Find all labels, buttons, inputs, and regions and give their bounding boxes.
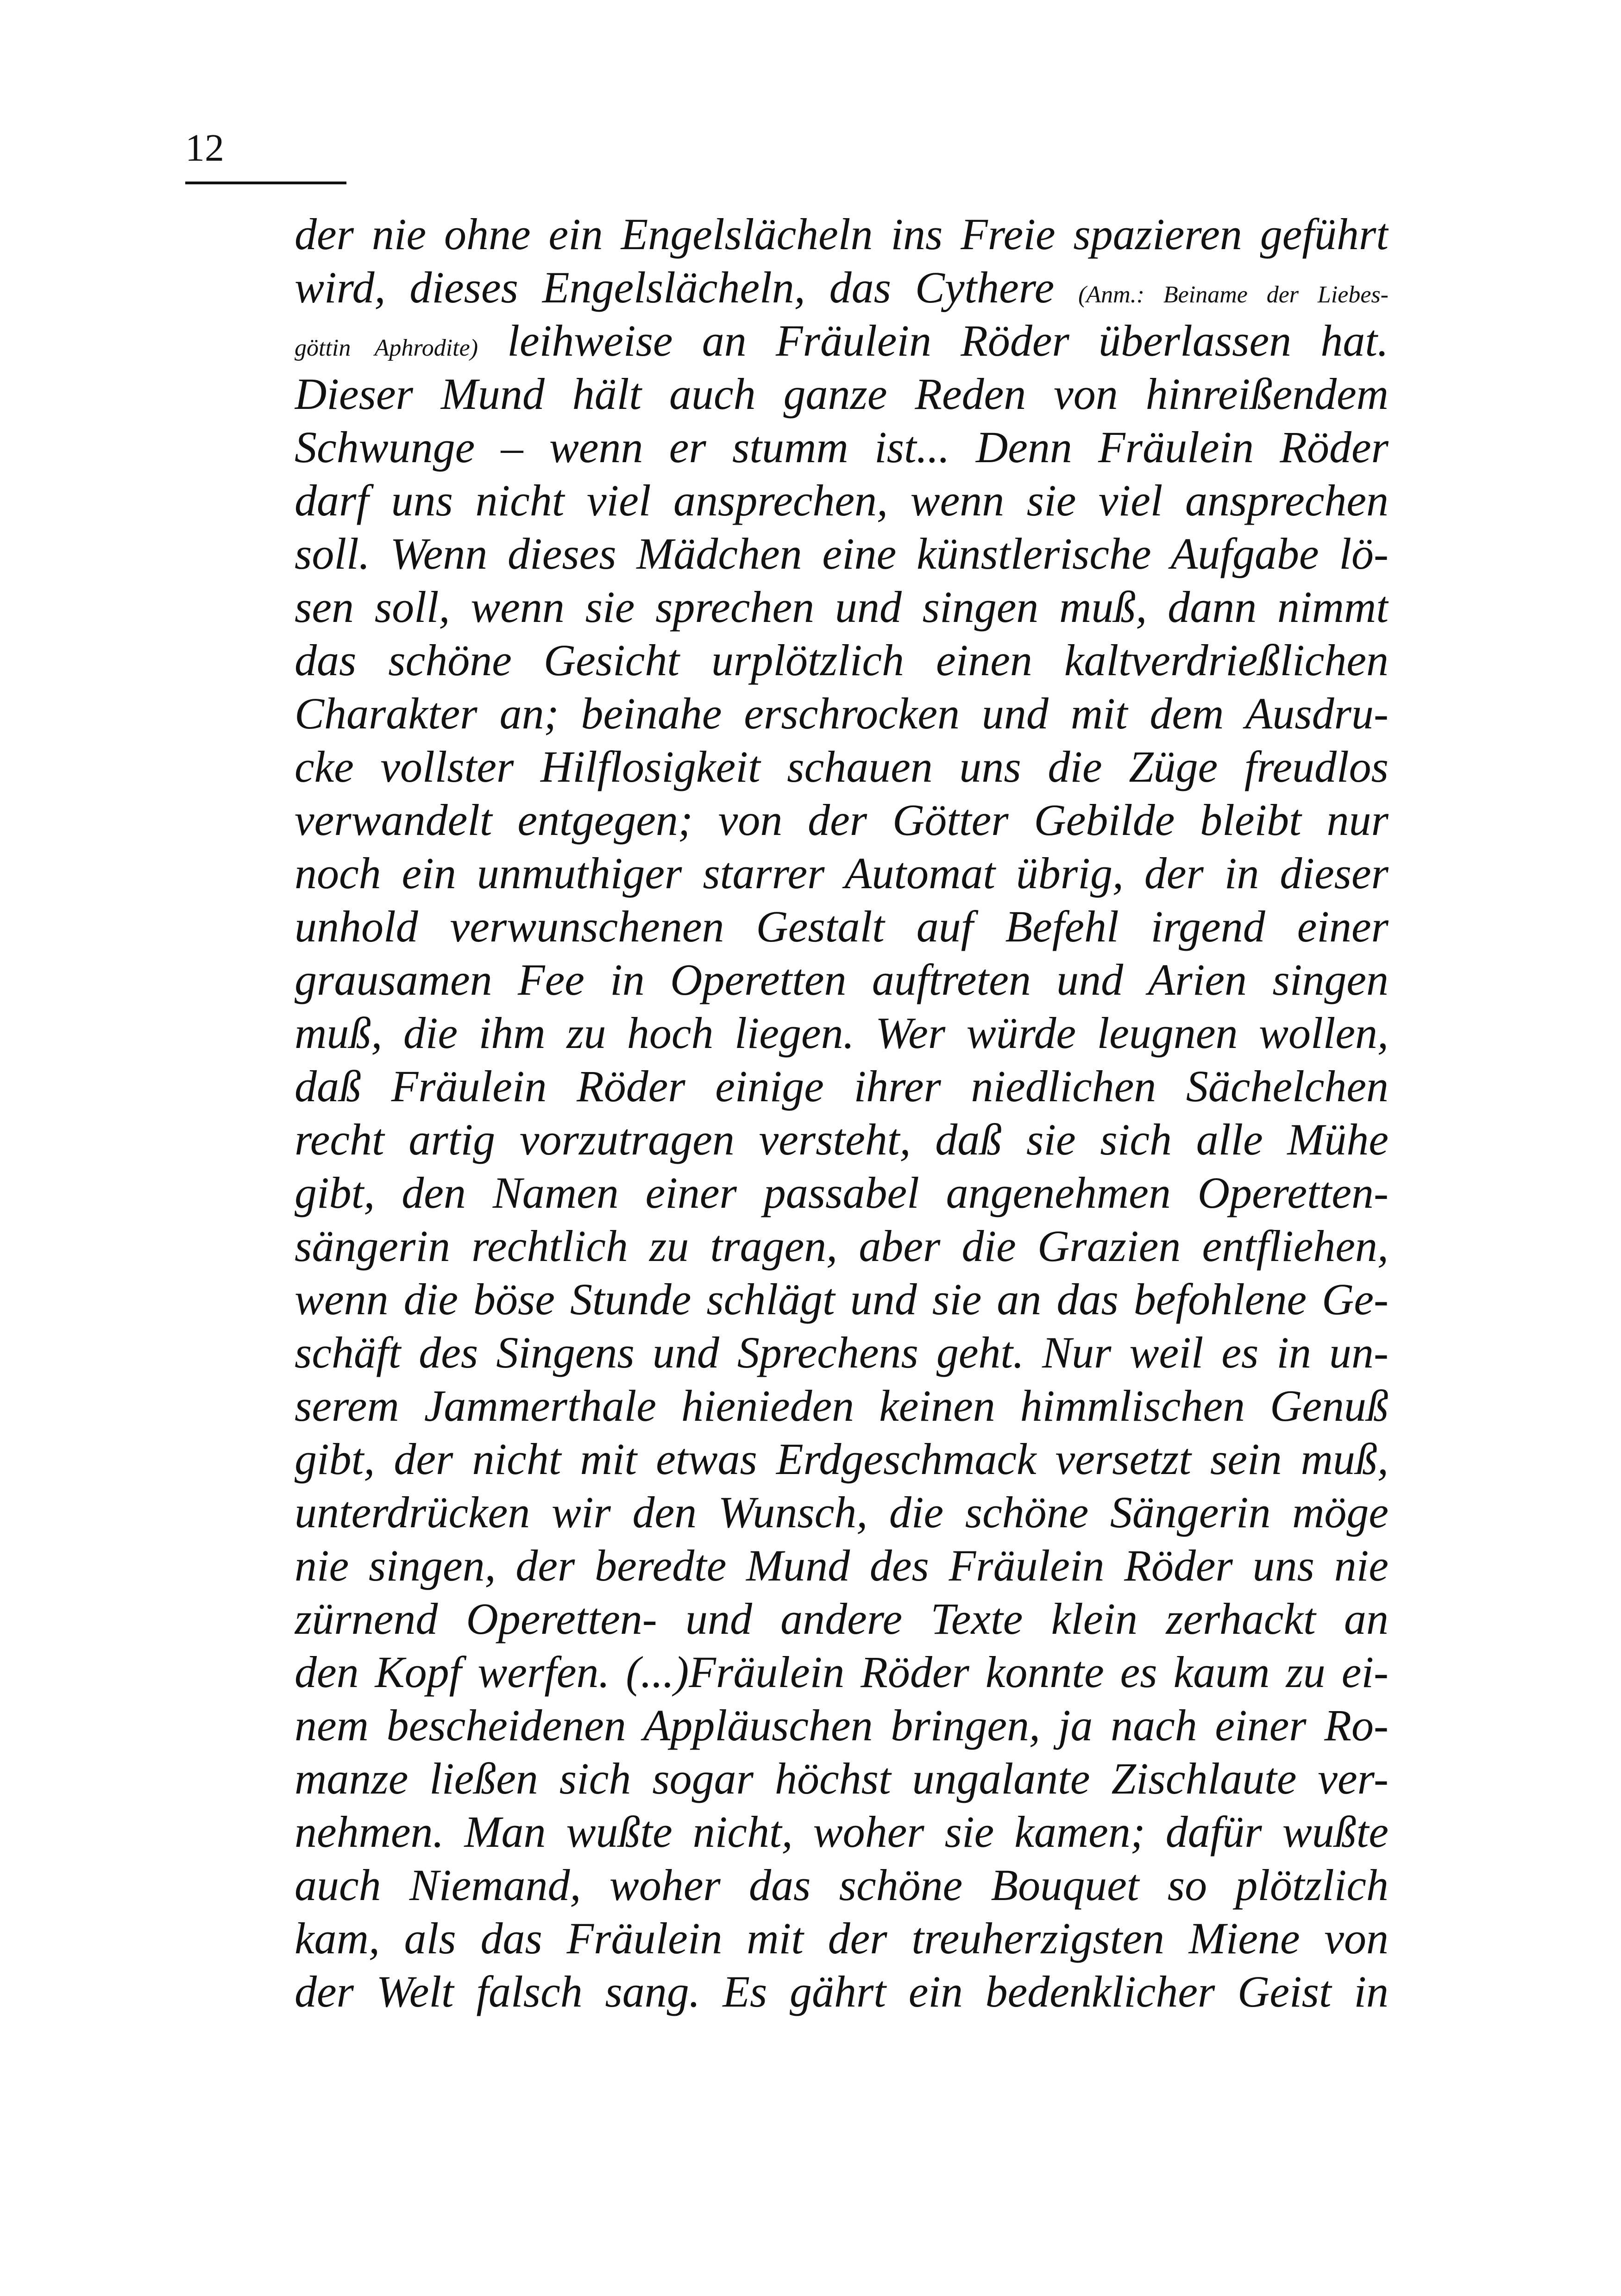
text-line: zürnend Operetten- und andere Texte klein zerhackt an (295, 1594, 1389, 1644)
text-line: kam, als das Fräulein mit der treuherzigsten Miene von (295, 1913, 1389, 1963)
text-line (295, 314, 1389, 367)
text-line: gibt, der nicht mit etwas Erdgeschmack versetzt sein muß, (295, 1434, 1389, 1484)
text-line: gibt, den Namen einer passabel angenehmen Operetten- (295, 1168, 1389, 1217)
text-line: das schöne Gesicht urplötzlich einen kaltverdrießlichen (295, 635, 1389, 685)
text-line: Dieser Mund hält auch ganze Reden von hinreißendem (295, 369, 1389, 419)
text-line: den Kopf werfen. (...)Fräulein Röder konnte es kaum zu ei- (295, 1647, 1389, 1697)
header-rule (185, 182, 346, 184)
text-fragment: leihweise an Fräulein Röder überlassen hat. (507, 316, 1389, 365)
text-line: Charakter an; beinahe erschrocken und mit dem Ausdru- (295, 689, 1389, 738)
text-line: nem bescheidenen Appläuschen bringen, ja nach einer Ro- (295, 1700, 1389, 1750)
text-fragment: wird, dieses Engelslächeln, das Cythere (295, 263, 1055, 312)
text-line: unhold verwunschenen Gestalt auf Befehl irgend einer (295, 902, 1389, 951)
text-line: Schwunge – wenn er stumm ist... Denn Fräulein Röder (295, 422, 1389, 472)
text-line: grausamen Fee in Operetten auftreten und Arien singen (295, 955, 1389, 1004)
text-line: sängerin rechtlich zu tragen, aber die Grazien entfliehen, (295, 1221, 1389, 1271)
text-line: nehmen. Man wußte nicht, woher sie kamen; dafür wußte (295, 1807, 1389, 1857)
text-line: serem Jammerthale hienieden keinen himmlischen Genuß (295, 1381, 1389, 1430)
page-number: 12 (185, 126, 224, 169)
text-line: noch ein unmuthiger starrer Automat übrig, der in dieser (295, 848, 1389, 898)
text-line: schäft des Singens und Sprechens geht. Nur weil es in un- (295, 1328, 1389, 1377)
text-line: recht artig vorzutragen versteht, daß sie sich alle Mühe (295, 1115, 1389, 1164)
text-line: cke vollster Hilflosigkeit schauen uns die Züge freudlos (295, 742, 1389, 791)
text-line: wenn die böse Stunde schlägt und sie an das befohlene Ge- (295, 1274, 1389, 1324)
text-line (295, 261, 1389, 314)
text-line: muß, die ihm zu hoch liegen. Wer würde leugnen wollen, (295, 1008, 1389, 1058)
text-line: nie singen, der beredte Mund des Fräulein Röder uns nie (295, 1541, 1389, 1590)
annotation-note: (Anm.: Beiname der Liebes- (1078, 282, 1389, 308)
annotation-note: göttin Aphrodite) (295, 335, 478, 361)
text-line: verwandelt entgegen; von der Götter Gebilde bleibt nur (295, 795, 1389, 845)
text-line: der nie ohne ein Engelslächeln ins Freie spazieren geführt (295, 209, 1389, 259)
text-line: manze ließen sich sogar höchst ungalante Zischlaute ver- (295, 1754, 1389, 1803)
text-line: unterdrücken wir den Wunsch, die schöne Sängerin möge (295, 1487, 1389, 1537)
body-text (295, 207, 1389, 2018)
text-line: der Welt falsch sang. Es gährt ein bedenklicher Geist in (295, 1967, 1389, 2016)
text-line: soll. Wenn dieses Mädchen eine künstlerische Aufgabe lö- (295, 529, 1389, 578)
text-line: sen soll, wenn sie sprechen und singen muß, dann nimmt (295, 582, 1389, 632)
text-line: auch Niemand, woher das schöne Bouquet so plötzlich (295, 1860, 1389, 1910)
text-line: darf uns nicht viel ansprechen, wenn sie viel ansprechen (295, 476, 1389, 525)
text-line: daß Fräulein Röder einige ihrer niedlichen Sächelchen (295, 1061, 1389, 1111)
